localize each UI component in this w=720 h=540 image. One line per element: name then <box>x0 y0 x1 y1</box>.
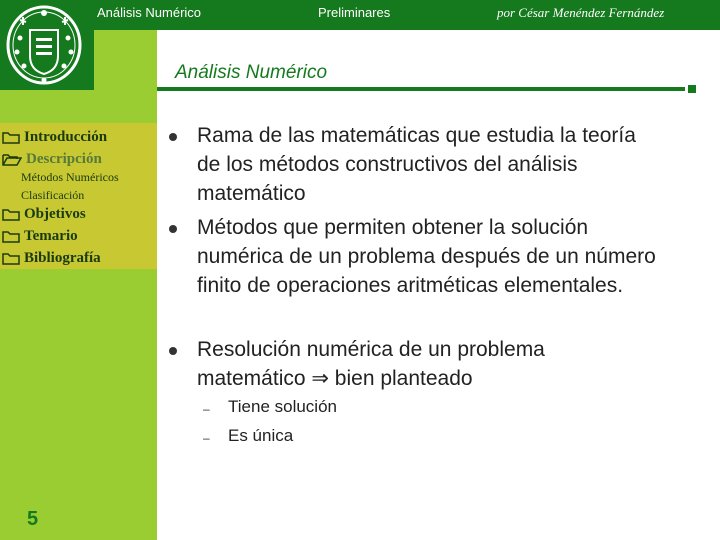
nav-item-descripcion[interactable] <box>0 149 102 169</box>
nav-subitem-clasificacion[interactable]: Clasificación <box>21 188 85 202</box>
folder-icon <box>2 130 20 144</box>
bullet-dot-icon <box>169 133 177 141</box>
nav-item-label: Objetivos <box>24 205 86 222</box>
dash-icon: – <box>203 431 210 445</box>
header-center-title: Preliminares <box>318 5 391 20</box>
bullet-dot-icon <box>169 347 177 355</box>
title-underline <box>157 87 685 91</box>
folder-open-icon <box>2 152 22 166</box>
folder-icon <box>2 251 20 265</box>
sub-bullet-item: Tiene solución <box>228 397 337 416</box>
nav-item-introduccion[interactable] <box>0 127 107 147</box>
nav-item-temario[interactable] <box>0 226 78 246</box>
nav-item-label: Bibliografía <box>24 249 101 266</box>
slide-title: Análisis Numérico <box>175 62 328 83</box>
header-left-title: Análisis Numérico <box>97 5 202 20</box>
nav-item-label: Temario <box>24 227 78 244</box>
nav-item-label: Descripción <box>26 150 102 167</box>
title-end-square <box>688 85 696 93</box>
nav-item-bibliografia[interactable] <box>0 248 101 268</box>
bullet-item: Métodos que permiten obtener la solución numérica de un problema después de un número finito de operaciones aritméticas elementales. <box>197 216 656 297</box>
nav-item-label: Introducción <box>24 128 108 145</box>
bullet-item: Rama de las matemáticas que estudia la teoría de los métodos constructivos del análisis matemático <box>197 124 636 205</box>
bullet-dot-icon <box>169 225 177 233</box>
sub-bullet-item: Es única <box>228 426 294 445</box>
page-number: 5 <box>27 508 39 530</box>
folder-icon <box>2 207 20 221</box>
nav-subitem-metodos-numericos[interactable]: Métodos Numéricos <box>21 170 119 184</box>
university-logo <box>0 0 94 90</box>
header-author: por César Menéndez Fernández <box>497 5 665 20</box>
dash-icon: – <box>203 402 210 416</box>
nav-item-objetivos[interactable] <box>0 204 86 224</box>
folder-icon <box>2 229 20 243</box>
bullet-item: Resolución numérica de un problema matemático ⇒ bien planteado <box>197 338 545 390</box>
